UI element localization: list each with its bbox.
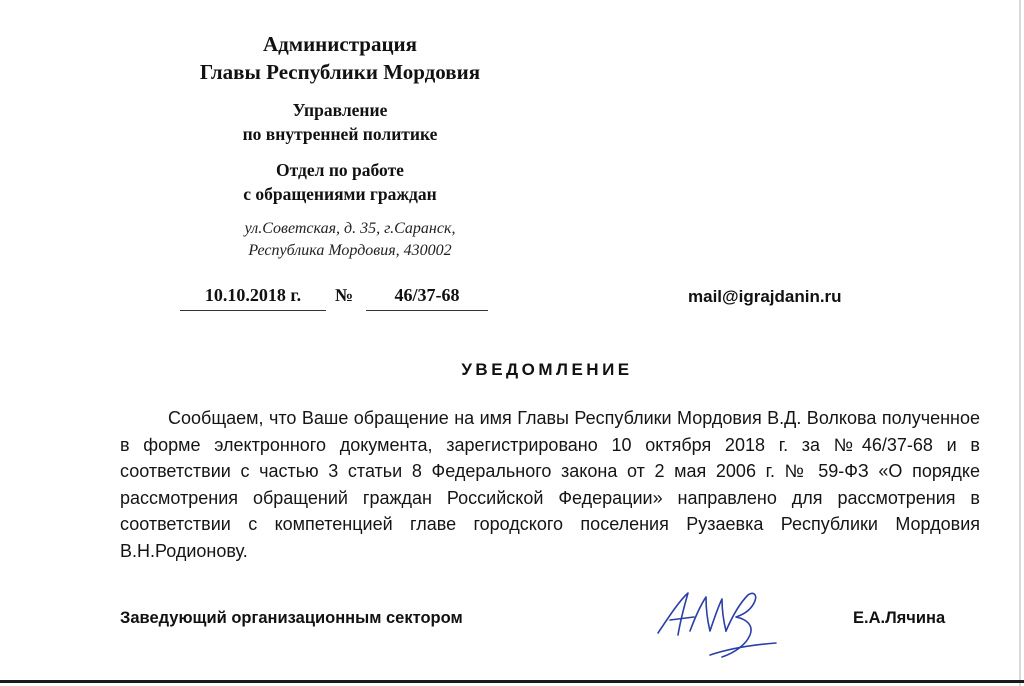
signatory-position: Заведующий организационным сектором [120, 609, 463, 627]
address-line-1: ул.Советская, д. 35, г.Саранск, [244, 220, 456, 237]
recipient-email: mail@igrajdanin.ru [688, 287, 842, 306]
signatory-name: Е.А.Лячина [853, 609, 946, 627]
registration-number: 46/37-68 [366, 285, 488, 311]
dept-line-1: Управление [292, 100, 388, 120]
document-title: УВЕДОМЛЕНИЕ [461, 360, 633, 379]
org-line-1: Администрация [262, 32, 418, 56]
section-line-2: с обращениями граждан [243, 184, 437, 204]
registration-date: 10.10.2018 г. [180, 285, 326, 311]
dept-line-2: по внутренней политике [242, 124, 438, 144]
handwritten-signature [650, 575, 790, 665]
registration-number-sign: № [335, 285, 354, 305]
org-line-2: Главы Республики Мордовия [199, 60, 481, 84]
letterhead-department [170, 98, 510, 146]
section-line-1: Отдел по работе [276, 160, 404, 180]
scan-edge-bottom [0, 680, 1024, 683]
scan-edge-right [1019, 0, 1021, 686]
letterhead-section [170, 158, 510, 206]
address-line-2: Республика Мордовия, 430002 [248, 242, 452, 259]
notification-body: Сообщаем, что Ваше обращение на имя Главы Республики Мордовия В.Д. Волкова полученное в форме электронного документа, зарегистрировано 10 октября 2018 г. за №46/37-68 и в соответствии с частью 3 статьи 8 Федерального закона от 2 мая 2006 г. № 59-ФЗ «О порядке рассмотрения обращений граждан Российской Федерации» направлено для рассмотрения в соответствии с компетенцией главе городского поселения Рузаевка Республики Мордовия В.Н.Родионову. [120, 408, 980, 561]
letterhead-address [185, 218, 515, 262]
letterhead-organization [150, 30, 530, 86]
